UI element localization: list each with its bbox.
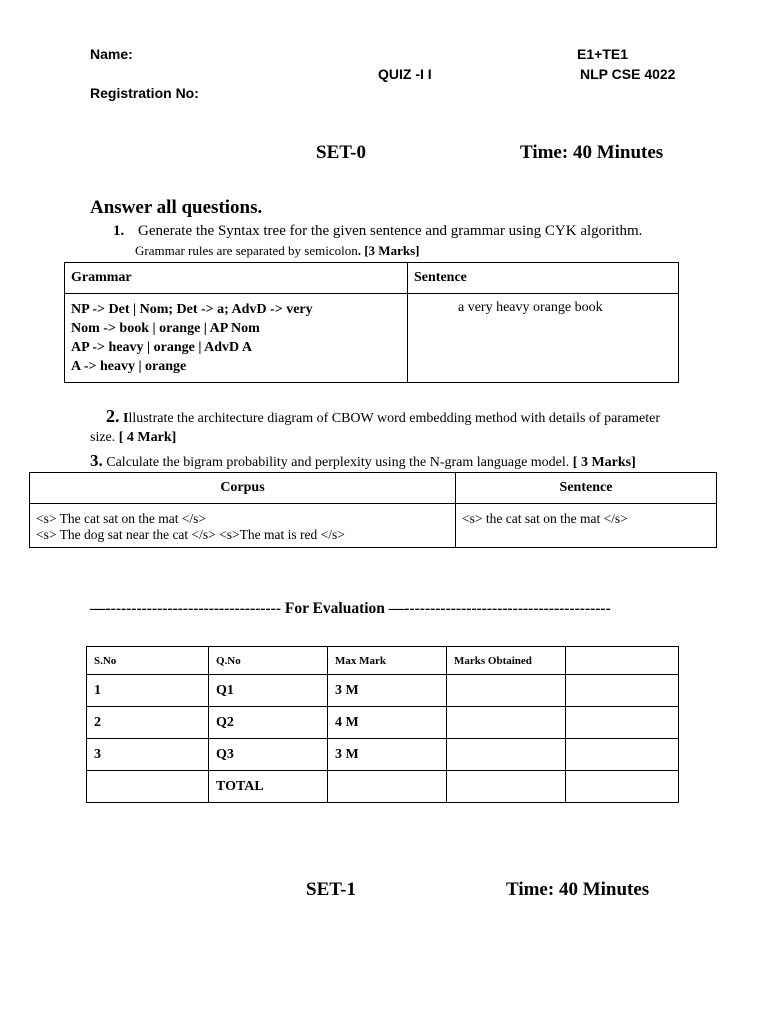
header-cell: Marks Obtained <box>447 647 566 675</box>
corpus-cell <box>30 504 456 548</box>
question-number: 2. <box>106 406 120 426</box>
question-3 <box>90 451 636 471</box>
instructions: Answer all questions. <box>90 197 263 218</box>
table-cell: Q1 <box>209 675 328 707</box>
table-cell <box>87 771 209 803</box>
grammar-rule: A -> heavy | orange <box>71 359 187 374</box>
question-2 <box>106 406 660 427</box>
table-cell <box>328 771 447 803</box>
question-1-note <box>135 243 419 259</box>
grammar-rules <box>65 294 408 383</box>
question-text-cont: size. <box>90 430 116 445</box>
header-cell: Max Mark <box>328 647 447 675</box>
marks-label: [ 3 Marks] <box>572 455 636 470</box>
header-cell <box>566 647 679 675</box>
table-row <box>87 675 679 707</box>
header-cell: Q.No <box>209 647 328 675</box>
corpus-line: <s> The dog sat near the cat </s> <s>The mat is red </s> <box>36 527 345 542</box>
table-cell <box>566 675 679 707</box>
grammar-table <box>64 262 679 383</box>
grammar-rule: NP -> Det | Nom; Det -> a; AdvD -> very <box>71 302 313 317</box>
table-cell: TOTAL <box>209 771 328 803</box>
sentence-header: Sentence <box>408 263 679 294</box>
evaluation-title: —---------------------------------- For Evaluation —---------------------------------------- <box>90 600 611 617</box>
time-label: Time: 40 Minutes <box>520 142 664 163</box>
marks-label: [ 4 Mark] <box>118 430 177 445</box>
table-cell <box>447 707 566 739</box>
name-label: Name: <box>90 46 133 62</box>
header-cell: S.No <box>87 647 209 675</box>
table-cell: Q3 <box>209 739 328 771</box>
sentence-cell: a very heavy orange book <box>408 294 679 383</box>
table-cell: 1 <box>87 675 209 707</box>
question-2-cont <box>90 430 176 446</box>
question-text: llustrate the architecture diagram of CBOW word embedding method with details of parameter <box>128 411 661 426</box>
grammar-rule: AP -> heavy | orange | AdvD A <box>71 340 252 355</box>
corpus-header: Corpus <box>30 473 456 504</box>
question-number: 1. <box>113 223 125 239</box>
table-row <box>87 739 679 771</box>
table-cell: 2 <box>87 707 209 739</box>
sentence-cell: <s> the cat sat on the mat </s> <box>456 504 717 548</box>
question-text: Generate the Syntax tree for the given sentence and grammar using CYK algorithm. <box>138 223 643 239</box>
exam-code: E1+TE1 <box>577 46 628 62</box>
grammar-header: Grammar <box>65 263 408 294</box>
question-text: Calculate the bigram probability and perplexity using the N-gram language model. <box>106 455 570 470</box>
corpus-line: <s> The cat sat on the mat </s> <box>36 511 207 526</box>
sentence-header: Sentence <box>456 473 717 504</box>
table-cell: Q2 <box>209 707 328 739</box>
quiz-title: QUIZ -I I <box>378 66 432 82</box>
time-label: Time: 40 Minutes <box>506 879 650 900</box>
table-cell <box>566 771 679 803</box>
note-text: Grammar rules are separated by semicolon <box>135 243 358 258</box>
table-row <box>87 707 679 739</box>
corpus-table <box>29 472 717 548</box>
set-title: SET-0 <box>316 142 366 163</box>
table-cell: 4 M <box>328 707 447 739</box>
table-cell <box>566 739 679 771</box>
table-header-row <box>87 647 679 675</box>
evaluation-table <box>86 646 679 803</box>
set-title: SET-1 <box>306 879 356 900</box>
question-1 <box>113 223 642 240</box>
table-cell <box>447 675 566 707</box>
registration-label: Registration No: <box>90 85 199 101</box>
grammar-rule: Nom -> book | orange | AP Nom <box>71 321 260 336</box>
table-cell <box>447 739 566 771</box>
table-cell: 3 M <box>328 739 447 771</box>
table-cell <box>447 771 566 803</box>
marks-label: [3 Marks] <box>364 243 420 258</box>
table-cell: 3 M <box>328 675 447 707</box>
table-cell <box>566 707 679 739</box>
course-code: NLP CSE 4022 <box>580 66 676 82</box>
question-first-letter: I <box>123 411 129 426</box>
question-number: 3. <box>90 451 103 470</box>
note-dot: . <box>357 243 361 258</box>
table-row <box>87 771 679 803</box>
table-cell: 3 <box>87 739 209 771</box>
